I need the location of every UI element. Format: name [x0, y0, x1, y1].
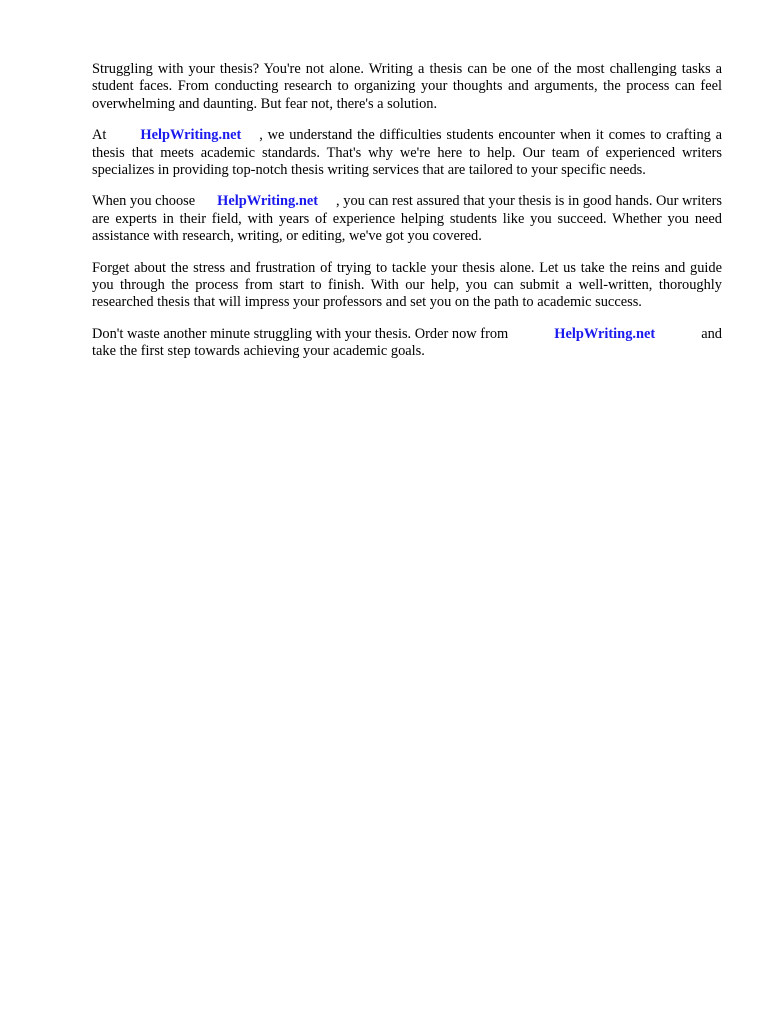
- paragraph-stress: Forget about the stress and frustration of trying to tackle your thesis alone. Let us take the reins and guide you through the process from start to finish. With our help, you can submit a well-written, thoroughly researched thesis that will impress your professors and set you on the path to academic success.: [92, 259, 722, 311]
- paragraph-choose-lead: When you choose: [92, 193, 196, 210]
- paragraph-order-lead: Don't waste another minute struggling with your thesis. Order now from: [92, 325, 509, 342]
- paragraph-order: [92, 326, 722, 361]
- document-body: [92, 61, 722, 375]
- paragraph-about-text: , we understand the difficulties students encounter when it comes to crafting a thesis that meets academic standards. That's why we're here to help. Our team of experienced writers specializes in providing top-notch thesis writing services that are tailored to your specific needs.: [92, 127, 722, 179]
- helpwriting-link[interactable]: HelpWriting.net: [554, 325, 656, 342]
- paragraph-order-and: and: [701, 325, 722, 342]
- paragraph-about: [92, 127, 722, 179]
- paragraph-order-tail: take the first step towards achieving your academic goals.: [92, 343, 425, 360]
- paragraph-order-line: [92, 326, 722, 343]
- paragraph-choose: [92, 193, 722, 245]
- paragraph-choose-text: , you can rest assured that your thesis is in good hands. Our writers are experts in their field, with years of experience helping students like you succeed. Whether you need assistance with research, writing, or editing, we've got you covered.: [92, 193, 722, 245]
- helpwriting-link[interactable]: HelpWriting.net: [217, 193, 319, 210]
- helpwriting-link[interactable]: HelpWriting.net: [140, 127, 242, 144]
- paragraph-intro: Struggling with your thesis? You're not alone. Writing a thesis can be one of the most challenging tasks a student faces. From conducting research to organizing your thoughts and arguments, the process can feel overwhelming and daunting. But fear not, there's a solution.: [92, 61, 722, 112]
- paragraph-about-lead: At: [92, 127, 107, 144]
